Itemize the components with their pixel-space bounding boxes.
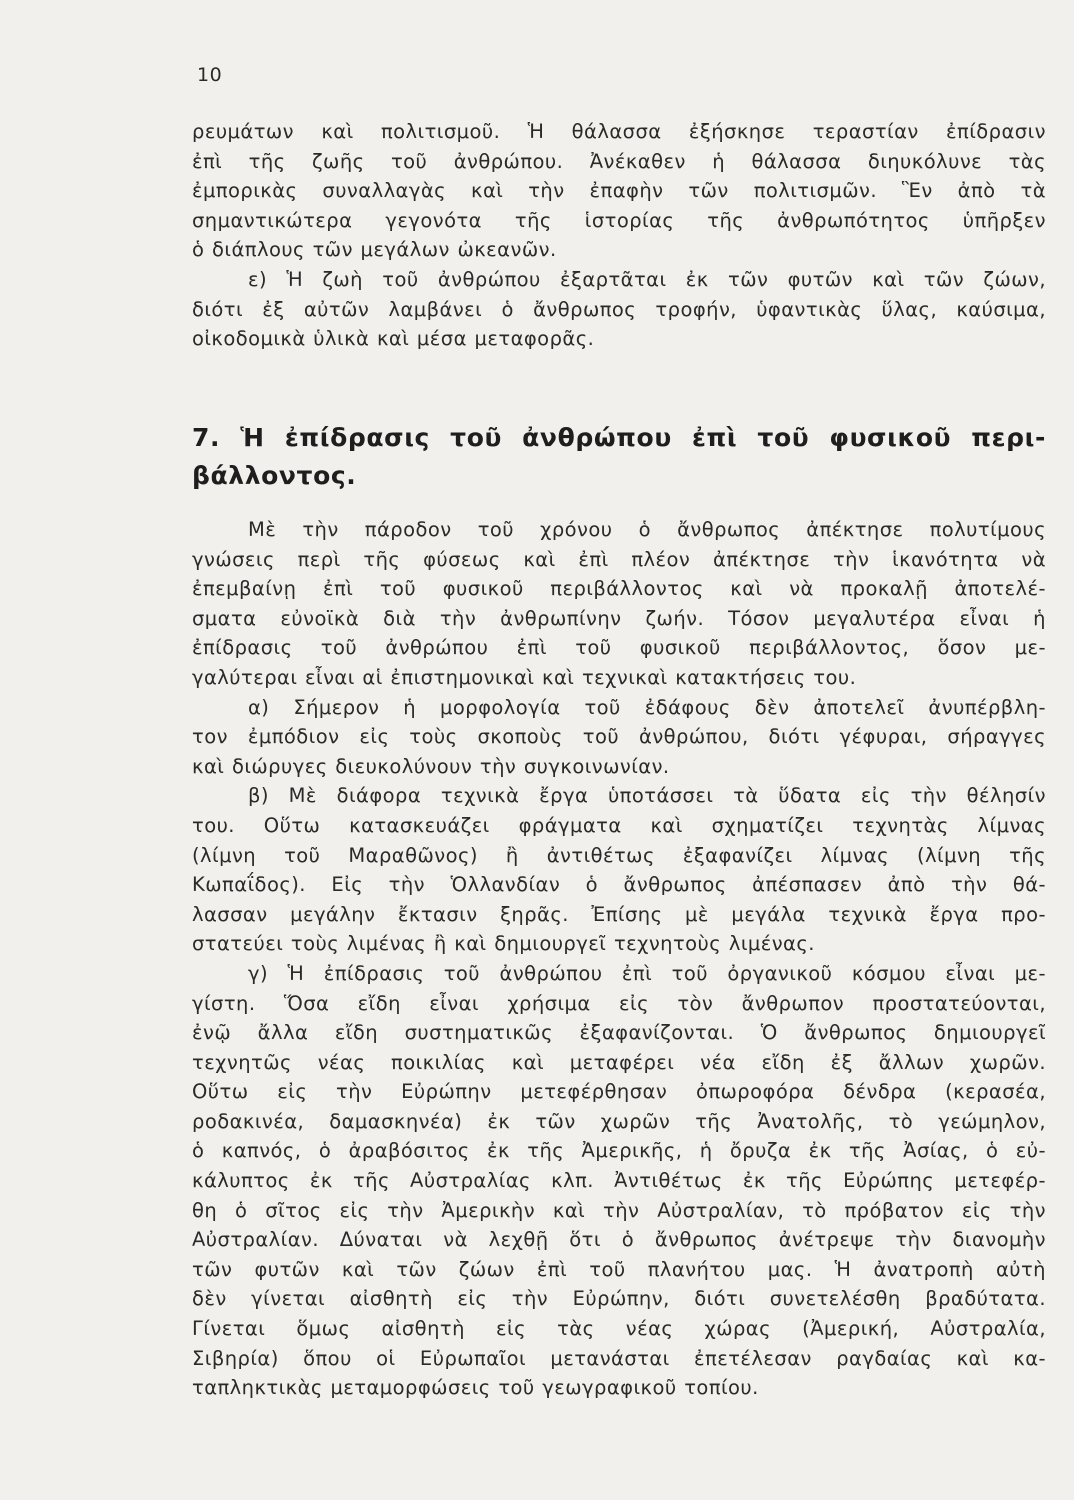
text-line: ρευμάτων καὶ πολιτισμοῦ. Ἡ θάλασσα ἐξήσκησε τεραστίαν ἐπίδρασιν — [192, 120, 1046, 143]
text-line: ε) Ἡ ζωὴ τοῦ ἀνθρώπου ἐξαρτᾶται ἐκ τῶν φυτῶν καὶ τῶν ζώων, — [248, 267, 1046, 291]
text-line: ὁ διάπλους τῶν μεγάλων ὠκεανῶν. — [192, 238, 557, 262]
text-line: ἐπίδρασις τοῦ ἀνθρώπου ἐπὶ τοῦ φυσικοῦ περιβάλλοντος, ὅσον με- — [192, 636, 1046, 660]
text-line: γίστη. Ὅσα εἴδη εἶναι χρήσιμα εἰς τὸν ἄνθρωπον προστατεύονται, — [192, 991, 1046, 1015]
text-line: στατεύει τοὺς λιμένας ἢ καὶ δημιουργεῖ τεχνητοὺς λιμένας. — [192, 932, 815, 956]
text-line: ἐμπορικὰς συναλλαγὰς καὶ τὴν ἐπαφὴν τῶν πολιτισμῶν. Ἓν ἀπὸ τὰ — [192, 179, 1046, 203]
text-line: ὁ καπνός, ὁ ἀραβόσιτος ἐκ τῆς Ἀμερικῆς, ἡ ὄρυζα ἐκ τῆς Ἀσίας, ὁ εὐ- — [192, 1139, 1046, 1163]
text-line: Αὐστραλίαν. Δύναται νὰ λεχθῇ ὅτι ὁ ἄνθρωπος ἀνέτρεψε τὴν διανομὴν — [192, 1228, 1046, 1252]
text-line: ροδακινέα, δαμασκηνέα) ἐκ τῶν χωρῶν τῆς Ἀνατολῆς, τὸ γεώμηλον, — [192, 1109, 1046, 1133]
text-line: τεχνητῶς νέας ποικιλίας καὶ μεταφέρει νέα εἴδη ἐξ ἄλλων χωρῶν. — [192, 1050, 1046, 1074]
text-line: καὶ διώρυγες διευκολύνουν τὴν συγκοινωνίαν. — [192, 754, 670, 778]
page-number: 10 — [197, 64, 223, 86]
section-heading-line: βάλλοντος. — [192, 461, 357, 490]
text-line: ἐνῷ ἄλλα εἴδη συστηματικῶς ἐξαφανίζονται. Ὁ ἄνθρωπος δημιουργεῖ — [192, 1021, 1046, 1045]
text-line: Οὕτω εἰς τὴν Εὐρώπην μετεφέρθησαν ὀπωροφόρα δένδρα (κερασέα, — [192, 1080, 1046, 1104]
text-line: γ) Ἡ ἐπίδρασις τοῦ ἀνθρώπου ἐπὶ τοῦ ὀργανικοῦ κόσμου εἶναι με- — [248, 961, 1046, 985]
text-line: γνώσεις περὶ τῆς φύσεως καὶ ἐπὶ πλέον ἀπέκτησε τὴν ἱκανότητα νὰ — [192, 547, 1046, 571]
text-line: διότι ἐξ αὐτῶν λαμβάνει ὁ ἄνθρωπος τροφήν, ὑφαντικὰς ὕλας, καύσιμα, — [192, 297, 1046, 321]
text-line: α) Σήμερον ἡ μορφολογία τοῦ ἐδάφους δὲν ἀποτελεῖ ἀνυπέρβλη- — [248, 695, 1046, 719]
text-line: σματα εὐνοϊκὰ διὰ τὴν ἀνθρωπίνην ζωήν. Τόσον μεγαλυτέρα εἶναι ἡ — [192, 606, 1046, 630]
section-heading — [192, 419, 1046, 495]
text-line: Σιβηρία) ὅπου οἱ Εὐρωπαῖοι μετανάσται ἐπετέλεσαν ραγδαίας καὶ κα- — [192, 1346, 1046, 1370]
text-line: θη ὁ σῖτος εἰς τὴν Ἀμερικὴν καὶ τὴν Αὐστραλίαν, τὸ πρόβατον εἰς τὴν — [192, 1198, 1046, 1222]
text-line: ταπληκτικὰς μεταμορφώσεις τοῦ γεωγραφικοῦ τοπίου. — [192, 1376, 759, 1400]
text-line: τῶν φυτῶν καὶ τῶν ζώων ἐπὶ τοῦ πλανήτου μας. Ἡ ἀνατροπὴ αὐτὴ — [192, 1257, 1046, 1281]
text-line: ἐπεμβαίνῃ ἐπὶ τοῦ φυσικοῦ περιβάλλοντος καὶ νὰ προκαλῇ ἀποτελέ- — [192, 577, 1046, 601]
section-heading-line: 7. Ἡ ἐπίδρασις τοῦ ἀνθρώπου ἐπὶ τοῦ φυσικοῦ περι- — [192, 423, 1046, 452]
text-line: τον ἐμπόδιον εἰς τοὺς σκοποὺς τοῦ ἀνθρώπου, διότι γέφυραι, σήραγγες — [192, 725, 1046, 749]
text-line: δὲν γίνεται αἰσθητὴ εἰς τὴν Εὐρώπην, διότι συνετελέσθη βραδύτατα. — [192, 1287, 1046, 1311]
text-line: ἐπὶ τῆς ζωῆς τοῦ ἀνθρώπου. Ἀνέκαθεν ἡ θάλασσα διηυκόλυνε τὰς — [192, 149, 1046, 173]
text-line: β) Μὲ διάφορα τεχνικὰ ἔργα ὑποτάσσει τὰ ὕδατα εἰς τὴν θέλησίν — [248, 784, 1046, 808]
text-line: (λίμνη τοῦ Μαραθῶνος) ἢ ἀντιθέτως ἐξαφανίζει λίμνας (λίμνη τῆς — [192, 843, 1046, 867]
text-line: κάλυπτος ἐκ τῆς Αὐστραλίας κλπ. Ἀντιθέτως ἐκ τῆς Εὐρώπης μετεφέρ- — [192, 1169, 1046, 1193]
text-line: Κωπαΐδος). Εἰς τὴν Ὁλλανδίαν ὁ ἄνθρωπος ἀπέσπασεν ἀπὸ τὴν θά- — [192, 873, 1046, 897]
text-line: σημαντικώτερα γεγονότα τῆς ἱστορίας τῆς ἀνθρωπότητος ὑπῆρξεν — [192, 208, 1046, 232]
body-text — [192, 515, 1046, 1403]
text-line: γαλύτεραι εἶναι αἱ ἐπιστημονικαὶ καὶ τεχνικαὶ κατακτήσεις του. — [192, 665, 857, 689]
text-line: λασσαν μεγάλην ἔκτασιν ξηρᾶς. Ἐπίσης μὲ μεγάλα τεχνικὰ ἔργα προ- — [192, 902, 1046, 926]
text-line: Γίνεται ὅμως αἰσθητὴ εἰς τὰς νέας χώρας (Ἀμερική, Αὐστραλία, — [192, 1317, 1046, 1341]
text-line: Μὲ τὴν πάροδον τοῦ χρόνου ὁ ἄνθρωπος ἀπέκτησε πολυτίμους — [248, 518, 1046, 541]
top-paragraph — [192, 117, 1046, 354]
text-line: οἰκοδομικὰ ὑλικὰ καὶ μέσα μεταφορᾶς. — [192, 327, 595, 351]
text-line: του. Οὕτω κατασκευάζει φράγματα καὶ σχηματίζει τεχνητὰς λίμνας — [192, 813, 1046, 837]
